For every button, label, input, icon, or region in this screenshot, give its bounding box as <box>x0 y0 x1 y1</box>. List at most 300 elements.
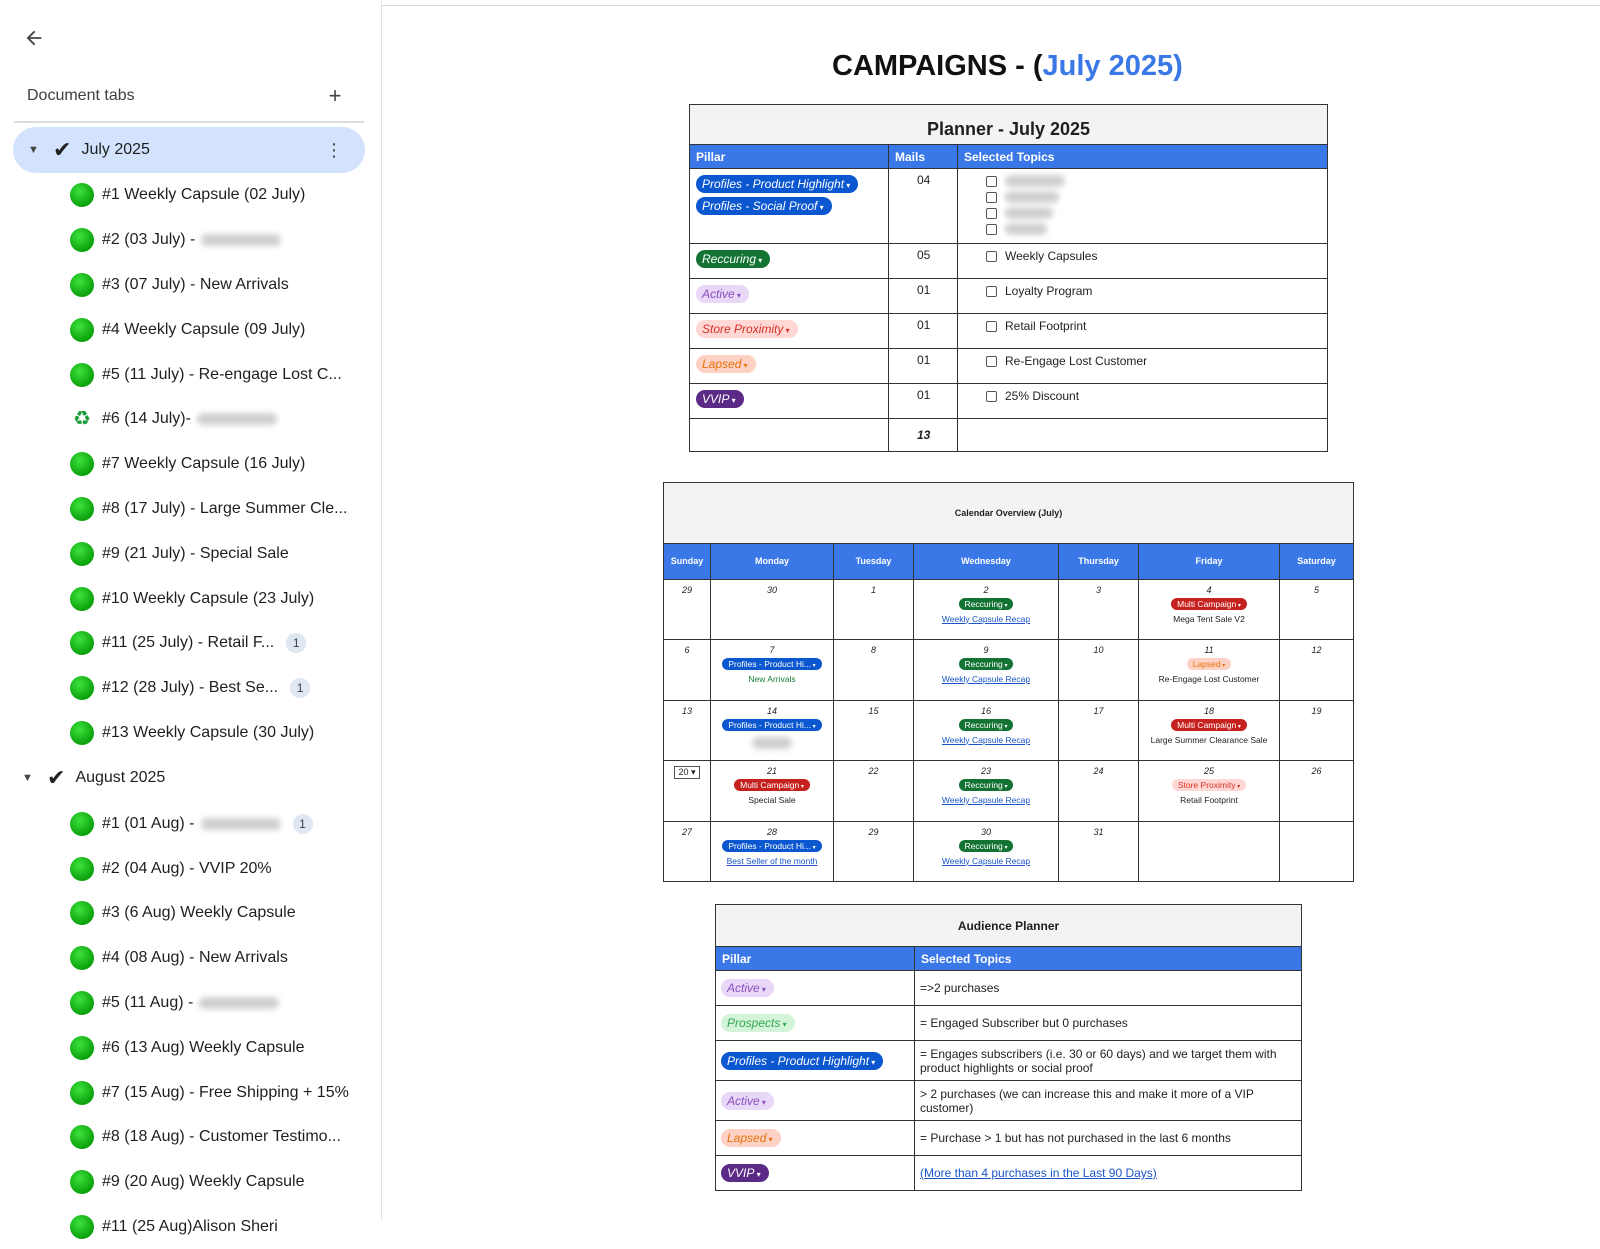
campaign-note: Re-Engage Lost Customer <box>1158 674 1260 684</box>
day-number: 14 <box>766 705 777 716</box>
subtab-label: #11 (25 July) - Retail F... <box>102 634 275 652</box>
calendar-day <box>1280 579 1354 640</box>
day-number: 13 <box>681 705 692 716</box>
day-number: 19 <box>1311 705 1322 716</box>
campaign-chip[interactable]: Reccuring ▾ <box>959 658 1014 670</box>
calendar-day <box>664 640 711 701</box>
subtab-item[interactable] <box>0 397 382 442</box>
subtab-item[interactable] <box>0 218 382 263</box>
pillar-chip[interactable]: Active ▾ <box>696 285 749 303</box>
pillar-chip[interactable]: Active ▾ <box>721 979 774 997</box>
green-status-dot-icon <box>70 183 94 207</box>
empty-cell <box>958 419 1328 452</box>
mails-cell: 01 <box>889 349 958 384</box>
calendar-day <box>711 821 834 882</box>
tab-tree <box>0 127 382 1249</box>
topic-item <box>986 248 1321 264</box>
day-number: 29 <box>681 584 692 595</box>
subtab-item[interactable] <box>0 981 382 1026</box>
topics-cell <box>958 244 1328 279</box>
chevron-down-icon: ▾ <box>688 767 696 777</box>
subtab-item[interactable] <box>0 1025 382 1070</box>
calendar-day <box>711 761 834 822</box>
calendar-day <box>1059 579 1139 640</box>
weekday-header: Monday <box>711 543 834 579</box>
pillar-cell <box>716 1081 915 1121</box>
mails-cell: 04 <box>889 169 958 244</box>
pillar-cell <box>690 349 889 384</box>
topic-item <box>986 189 1321 205</box>
calendar-day <box>834 640 914 701</box>
day-number: 20 <box>678 767 689 777</box>
pillar-cell <box>716 1156 915 1191</box>
subtab-item[interactable] <box>0 263 382 308</box>
audience-row <box>716 971 1302 1006</box>
green-status-dot-icon <box>70 1215 94 1239</box>
checkbox[interactable] <box>986 286 997 297</box>
subtab-label: #2 (03 July) - <box>102 231 196 249</box>
audience-title: Audience Planner <box>716 905 1302 947</box>
audience-row <box>716 1006 1302 1041</box>
checkbox[interactable] <box>986 356 997 367</box>
topic-item <box>986 221 1321 237</box>
day-number: 21 <box>766 766 777 776</box>
planner-total-row <box>690 419 1328 452</box>
topic-item <box>986 318 1321 334</box>
campaign-chip[interactable]: Store Proximity ▾ <box>1172 779 1246 791</box>
subtab-item[interactable] <box>0 352 382 397</box>
topic-cell <box>915 1041 1302 1081</box>
tab-july-2025[interactable] <box>13 127 365 173</box>
subtab-item[interactable] <box>0 666 382 711</box>
day-number: 30 <box>766 584 777 595</box>
calendar-day <box>1059 700 1139 761</box>
topic-item <box>986 173 1321 189</box>
calendar-day <box>834 700 914 761</box>
subtab-item[interactable] <box>0 531 382 576</box>
add-tab-button[interactable]: + <box>328 83 342 108</box>
mails-cell: 01 <box>889 279 958 314</box>
topic-cell <box>915 971 1302 1006</box>
pillar-chip[interactable]: Lapsed ▾ <box>721 1129 781 1147</box>
subtab-item[interactable] <box>0 1205 382 1249</box>
checkmark-icon: ✔ <box>53 137 72 162</box>
subtab-label: #9 (21 July) - Special Sale <box>102 544 289 562</box>
calendar-day <box>914 640 1059 701</box>
day-number: 10 <box>1093 645 1104 655</box>
day-number: 18 <box>1203 705 1214 716</box>
topic-text: = Purchase > 1 but has not purchased in the last 6 months <box>920 1131 1231 1145</box>
calendar-day <box>1280 821 1354 882</box>
redacted-text <box>1005 191 1059 203</box>
day-number: 25 <box>1203 766 1214 776</box>
calendar-week <box>664 821 1354 882</box>
mails-cell: 01 <box>889 314 958 349</box>
checkbox[interactable] <box>986 321 997 332</box>
subtab-label: #1 Weekly Capsule (02 July) <box>102 186 306 204</box>
campaign-note: Special Sale <box>748 795 796 805</box>
subtab-label: #8 (17 July) - Large Summer Cle... <box>102 499 348 517</box>
green-status-dot-icon <box>70 901 94 925</box>
day-number: 9 <box>983 645 989 655</box>
green-status-dot-icon <box>70 946 94 970</box>
pillar-cell <box>716 1121 915 1156</box>
day-number: 27 <box>681 826 692 837</box>
campaign-chip[interactable]: Reccuring ▾ <box>959 598 1014 610</box>
weekday-header: Wednesday <box>914 543 1059 579</box>
green-status-dot-icon <box>70 542 94 566</box>
pillar-cell <box>716 971 915 1006</box>
planner-row <box>690 384 1328 419</box>
subtab-item[interactable] <box>0 1115 382 1160</box>
pillar-chip[interactable]: VVIP ▾ <box>696 390 744 408</box>
checkbox[interactable] <box>986 176 997 187</box>
checkbox[interactable] <box>986 224 997 235</box>
topic-item <box>986 205 1321 221</box>
campaign-chip[interactable]: Multi Campaign ▾ <box>1171 719 1247 731</box>
checkbox[interactable] <box>986 251 997 262</box>
audience-table <box>715 904 1302 1191</box>
audience-col-pillar: Pillar <box>716 947 915 971</box>
calendar-day <box>914 821 1059 882</box>
campaign-link[interactable]: Weekly Capsule Recap <box>941 855 1031 866</box>
planner-row <box>690 244 1328 279</box>
green-status-dot-icon <box>70 363 94 387</box>
subtab-item[interactable] <box>0 846 382 891</box>
calendar-day <box>1139 640 1280 701</box>
pillar-cell <box>690 384 889 419</box>
weekday-header: Thursday <box>1059 543 1139 579</box>
topic-text: =>2 purchases <box>920 981 1000 995</box>
calendar-day <box>1139 700 1280 761</box>
calendar-week <box>664 700 1354 761</box>
subtab-label: #9 (20 Aug) Weekly Capsule <box>102 1173 305 1191</box>
checkbox[interactable] <box>986 208 997 219</box>
calendar-day <box>914 761 1059 822</box>
subtab-label: #5 (11 July) - Re-engage Lost C... <box>102 365 342 383</box>
pillar-cell <box>690 279 889 314</box>
day-number: 7 <box>769 645 775 655</box>
pillar-cell <box>690 169 889 244</box>
more-options-icon[interactable]: ⋮ <box>325 139 343 160</box>
subtab-item[interactable] <box>0 307 382 352</box>
subtab-item[interactable] <box>0 801 382 846</box>
day-number: 30 <box>980 826 991 837</box>
subtab-label: #11 (25 Aug)Alison Sheri <box>102 1217 278 1235</box>
comment-count-badge: 1 <box>293 814 313 834</box>
green-status-dot-icon <box>70 1081 94 1105</box>
green-status-dot-icon <box>70 497 94 521</box>
mails-cell: 01 <box>889 384 958 419</box>
calendar-day <box>914 579 1059 640</box>
topics-cell <box>958 314 1328 349</box>
day-number: 17 <box>1093 705 1104 716</box>
redacted-text <box>201 234 281 246</box>
green-status-dot-icon <box>70 1170 94 1194</box>
calendar-day <box>664 700 711 761</box>
day-number: 22 <box>868 766 879 776</box>
green-status-dot-icon <box>70 587 94 611</box>
topic-label: 25% Discount <box>1005 389 1080 403</box>
calendar-day <box>711 640 834 701</box>
audience-row <box>716 1081 1302 1121</box>
audience-col-topics: Selected Topics <box>915 947 1302 971</box>
calendar-day <box>1059 821 1139 882</box>
green-status-dot-icon <box>70 228 94 252</box>
campaign-chip[interactable]: Reccuring ▾ <box>959 840 1014 852</box>
green-status-dot-icon <box>70 1125 94 1149</box>
day-number: 1 <box>870 584 876 595</box>
weekday-header: Tuesday <box>834 543 914 579</box>
arrow-left-icon <box>23 27 45 49</box>
topic-cell <box>915 1006 1302 1041</box>
topic-label: Re-Engage Lost Customer <box>1005 354 1148 368</box>
campaign-note: New Arrivals <box>748 674 796 684</box>
calendar-week <box>664 579 1354 640</box>
topic-text: > 2 purchases (we can increase this and make it more of a VIP customer) <box>920 1086 1254 1115</box>
subtab-label: #1 (01 Aug) - <box>102 814 195 832</box>
divider <box>14 121 364 123</box>
green-status-dot-icon <box>70 631 94 655</box>
calendar-day <box>1280 700 1354 761</box>
audience-row <box>716 1041 1302 1081</box>
pillar-cell <box>716 1041 915 1081</box>
subtab-item[interactable] <box>0 1160 382 1205</box>
recycle-icon: ♻ <box>73 408 91 431</box>
campaign-chip[interactable]: Reccuring ▾ <box>959 719 1014 731</box>
redacted-text <box>199 997 279 1009</box>
planner-row <box>690 169 1328 244</box>
topic-cell <box>915 1081 1302 1121</box>
campaign-note: Mega Tent Sale V2 <box>1173 613 1245 624</box>
campaign-chip[interactable]: Multi Campaign ▾ <box>734 779 810 791</box>
subtab-item[interactable] <box>0 711 382 756</box>
day-number: 12 <box>1311 645 1322 655</box>
topic-item <box>986 353 1321 369</box>
campaign-link[interactable]: Weekly Capsule Recap <box>941 734 1031 745</box>
redacted-text <box>201 818 281 830</box>
subtab-item[interactable] <box>0 891 382 936</box>
comment-count-badge: 1 <box>286 633 306 653</box>
day-number: 29 <box>868 826 879 837</box>
calendar-day <box>834 821 914 882</box>
topics-cell <box>958 279 1328 314</box>
day-number: 28 <box>766 826 777 837</box>
day-number: 24 <box>1093 766 1104 776</box>
day-number: 6 <box>684 645 690 655</box>
tab-august-2025[interactable] <box>0 755 382 801</box>
checkbox[interactable] <box>986 391 997 402</box>
subtab-label: #4 (08 Aug) - New Arrivals <box>102 949 288 967</box>
day-number: 8 <box>870 645 876 655</box>
title-accent: July 2025) <box>1042 50 1183 82</box>
redacted-text <box>1005 223 1047 235</box>
checkbox[interactable] <box>986 192 997 203</box>
green-status-dot-icon <box>70 318 94 342</box>
green-status-dot-icon <box>70 812 94 836</box>
calendar-day <box>664 761 711 822</box>
calendar-week <box>664 640 1354 701</box>
green-status-dot-icon <box>70 991 94 1015</box>
topic-item <box>986 283 1321 299</box>
day-number: 2 <box>983 584 989 595</box>
tab-label: August 2025 <box>75 769 166 787</box>
audience-row <box>716 1156 1302 1191</box>
date-dropdown[interactable] <box>674 766 699 779</box>
campaign-chip[interactable]: Multi Campaign ▾ <box>1171 598 1247 610</box>
subtab-item[interactable] <box>0 173 382 218</box>
subtab-item[interactable] <box>0 621 382 666</box>
subtab-label: #4 Weekly Capsule (09 July) <box>102 320 306 338</box>
day-number: 31 <box>1093 826 1104 837</box>
planner-row <box>690 314 1328 349</box>
pillar-cell <box>690 314 889 349</box>
mails-cell: 05 <box>889 244 958 279</box>
subtab-item[interactable] <box>0 487 382 532</box>
calendar-day <box>664 821 711 882</box>
pillar-chip[interactable]: Reccuring ▾ <box>696 250 770 268</box>
pillar-chip[interactable]: Prospects ▾ <box>721 1014 795 1032</box>
subtab-item[interactable] <box>0 442 382 487</box>
day-number: 3 <box>1095 584 1101 595</box>
redacted-text <box>752 737 792 749</box>
subtab-label: #6 (13 Aug) Weekly Capsule <box>102 1038 305 1056</box>
document-tabs-header <box>27 84 347 108</box>
document-tabs-sidebar <box>0 0 382 1235</box>
document-tabs-title: Document tabs <box>27 87 135 104</box>
calendar-day <box>1280 761 1354 822</box>
day-number: 11 <box>1204 645 1214 655</box>
campaign-link[interactable]: Best Seller of the month <box>726 855 818 866</box>
redacted-text <box>197 413 277 425</box>
weekday-header: Friday <box>1139 543 1280 579</box>
planner-row <box>690 349 1328 384</box>
calendar-day <box>664 579 711 640</box>
campaign-link[interactable]: Weekly Capsule Recap <box>941 613 1031 624</box>
green-status-dot-icon <box>70 1036 94 1060</box>
calendar-day <box>711 700 834 761</box>
empty-cell <box>690 419 889 452</box>
subtab-item[interactable] <box>0 576 382 621</box>
campaign-note: Retail Footprint <box>1180 795 1238 805</box>
comment-count-badge: 1 <box>290 678 310 698</box>
subtab-label: #7 Weekly Capsule (16 July) <box>102 455 306 473</box>
topic-item <box>986 388 1321 404</box>
subtab-item[interactable] <box>0 936 382 981</box>
pillar-cell <box>690 244 889 279</box>
campaign-chip[interactable]: Lapsed ▾ <box>1187 658 1232 670</box>
calendar-day <box>711 579 834 640</box>
calendar-day <box>914 700 1059 761</box>
subtab-item[interactable] <box>0 1070 382 1115</box>
planner-col-topics: Selected Topics <box>958 145 1328 169</box>
pillar-chip[interactable]: Lapsed ▾ <box>696 355 756 373</box>
subtab-label: #13 Weekly Capsule (30 July) <box>102 723 315 741</box>
pillar-cell <box>716 1006 915 1041</box>
page-title <box>832 50 1183 83</box>
calendar-day <box>834 761 914 822</box>
audience-row <box>716 1121 1302 1156</box>
subtab-label: #8 (18 Aug) - Customer Testimo... <box>102 1128 341 1146</box>
topic-text: = Engages subscribers (i.e. 30 or 60 days) and we target them with product highlights or social proof <box>920 1046 1277 1075</box>
document-canvas <box>382 0 1600 1221</box>
campaign-chip[interactable]: Profiles - Product Hi... ▾ <box>722 719 821 731</box>
topic-label: Loyalty Program <box>1005 284 1093 298</box>
campaign-chip[interactable]: Profiles - Product Hi... ▾ <box>722 840 821 852</box>
campaign-chip[interactable]: Profiles - Product Hi... ▾ <box>722 658 821 670</box>
day-number: 26 <box>1311 766 1322 776</box>
green-status-dot-icon <box>70 676 94 700</box>
green-status-dot-icon <box>70 273 94 297</box>
green-status-dot-icon <box>70 857 94 881</box>
day-number: 4 <box>1206 584 1212 595</box>
subtab-label: #3 (6 Aug) Weekly Capsule <box>102 904 296 922</box>
calendar-title: Calendar Overview (July) <box>664 483 1354 544</box>
subtab-label: #10 Weekly Capsule (23 July) <box>102 589 315 607</box>
redacted-text <box>1005 207 1053 219</box>
subtab-label: #5 (11 Aug) - <box>102 993 194 1011</box>
planner-table <box>689 104 1328 452</box>
calendar-day <box>1059 640 1139 701</box>
green-status-dot-icon <box>70 721 94 745</box>
calendar-table <box>663 482 1354 882</box>
calendar-day <box>834 579 914 640</box>
pillar-chip[interactable]: Profiles - Product Highlight ▾ <box>721 1052 883 1070</box>
planner-col-mails: Mails <box>889 145 958 169</box>
subtab-label: #3 (07 July) - New Arrivals <box>102 275 289 293</box>
redacted-text <box>1005 175 1065 187</box>
subtab-label: #2 (04 Aug) - VVIP 20% <box>102 859 272 877</box>
calendar-day <box>1059 761 1139 822</box>
campaign-note: Large Summer Clearance Sale <box>1150 734 1268 745</box>
campaign-link[interactable]: Weekly Capsule Recap <box>941 795 1031 805</box>
topics-cell <box>958 384 1328 419</box>
weekday-header: Sunday <box>664 543 711 579</box>
topics-cell <box>958 169 1328 244</box>
pillar-chip[interactable]: Store Proximity ▾ <box>696 320 798 338</box>
tab-label: July 2025 <box>81 141 150 158</box>
day-number: 16 <box>980 705 991 716</box>
topic-label: Weekly Capsules <box>1005 249 1098 263</box>
campaign-chip[interactable]: Reccuring ▾ <box>959 779 1014 791</box>
weekday-header: Saturday <box>1280 543 1354 579</box>
calendar-day <box>1139 761 1280 822</box>
day-number: 15 <box>868 705 879 716</box>
mails-total: 13 <box>889 419 958 452</box>
caret-down-icon[interactable]: ▼ <box>22 772 33 785</box>
topic-cell <box>915 1156 1302 1191</box>
topic-text: = Engaged Subscriber but 0 purchases <box>920 1016 1128 1030</box>
checkmark-icon: ✔ <box>47 765 66 791</box>
planner-row <box>690 279 1328 314</box>
topic-cell <box>915 1121 1302 1156</box>
pillar-chip[interactable]: VVIP ▾ <box>721 1164 769 1182</box>
pillar-chip[interactable]: Profiles - Product Highlight ▾ <box>696 175 858 193</box>
planner-title: Planner - July 2025 <box>690 105 1328 145</box>
campaign-link[interactable]: Weekly Capsule Recap <box>941 674 1031 684</box>
calendar-day <box>1280 640 1354 701</box>
pillar-chip[interactable]: Active ▾ <box>721 1092 774 1110</box>
day-number: 23 <box>980 766 991 776</box>
title-main: CAMPAIGNS - ( <box>832 50 1043 82</box>
subtab-label: #12 (28 July) - Best Se... <box>102 679 279 697</box>
subtab-label: #7 (15 Aug) - Free Shipping + 15% <box>102 1083 349 1101</box>
pillar-chip[interactable]: Profiles - Social Proof ▾ <box>696 197 832 215</box>
topic-link[interactable]: (More than 4 purchases in the Last 90 Days) <box>920 1166 1157 1180</box>
back-button[interactable] <box>18 22 50 54</box>
caret-down-icon[interactable]: ▼ <box>28 144 39 156</box>
calendar-day <box>1139 821 1280 882</box>
